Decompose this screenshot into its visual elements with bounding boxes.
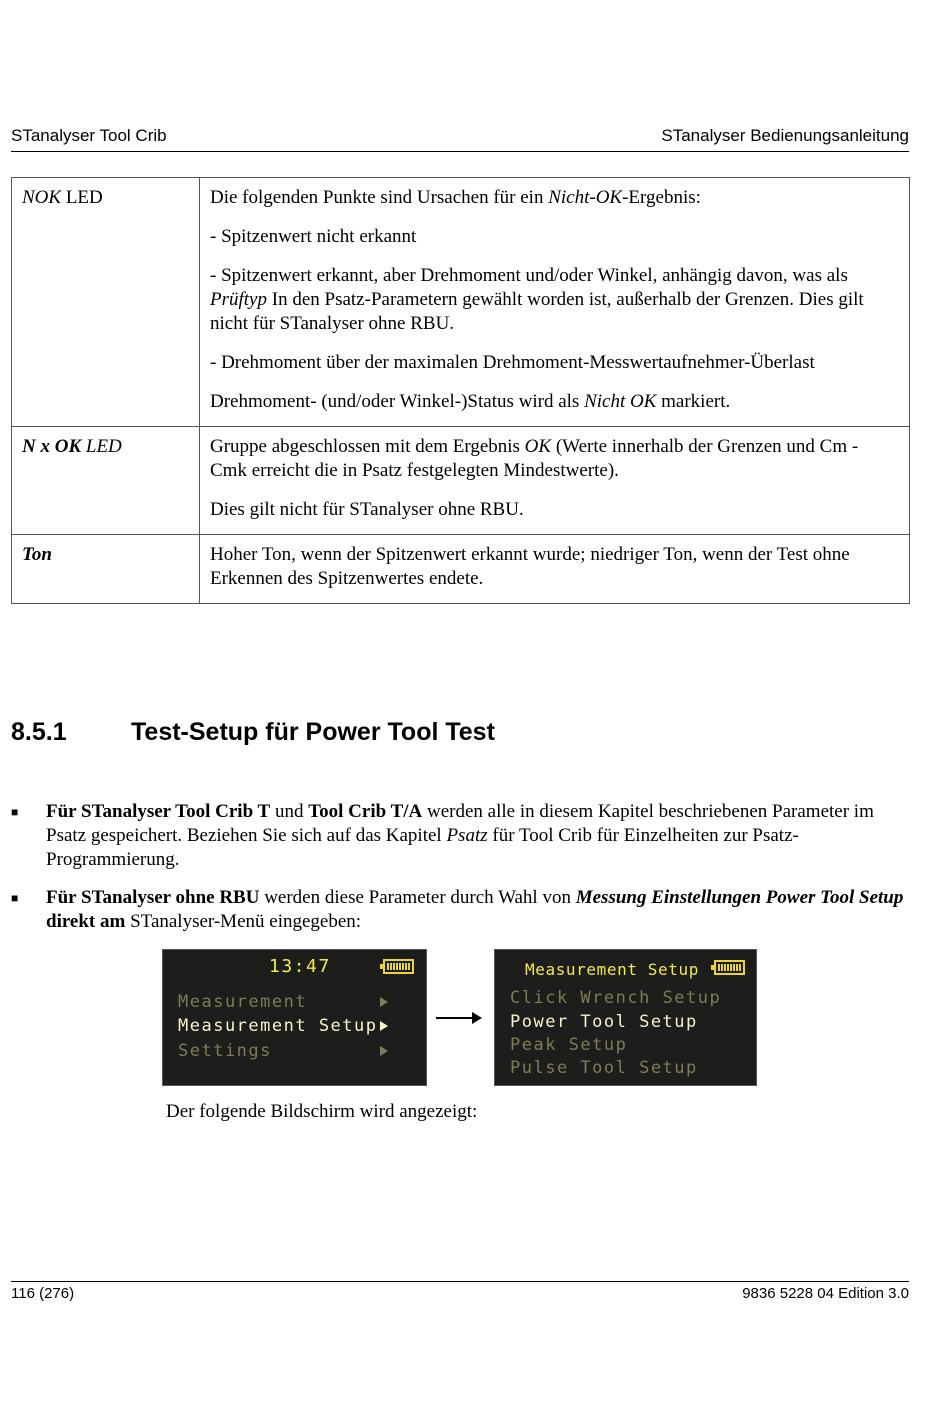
device-screen-measurement-setup bbox=[494, 949, 757, 1086]
description-paragraph: Drehmoment- (und/oder Winkel-)Status wird als Nicht OK markiert. bbox=[210, 391, 731, 412]
description-cell bbox=[200, 178, 910, 427]
header-right-title: STanalyser Bedienungsanleitung bbox=[661, 126, 909, 145]
description-cell bbox=[200, 427, 910, 535]
bullet-text: Für STanalyser ohne RBU werden diese Parameter durch Wahl von Messung Einstellungen Power Tool Setup direkt am STanalyser-Menü eingegeben: bbox=[46, 887, 904, 932]
page-number: 116 (276) bbox=[11, 1285, 75, 1302]
menu-item-click-wrench-setup[interactable]: Click Wrench Setup bbox=[510, 988, 722, 1008]
chevron-right-icon bbox=[380, 1021, 388, 1031]
description-paragraph: Gruppe abgeschlossen mit dem Ergebnis OK (Werte innerhalb der Grenzen und Cm - Cmk erreicht die in Psatz festgelegten Mindestwerte). bbox=[210, 436, 859, 481]
description-paragraph: Die folgenden Punkte sind Ursachen für ein Nicht-OK-Ergebnis: bbox=[210, 187, 701, 208]
term-emphasis: N x OK bbox=[22, 436, 82, 457]
bullet-text: Für STanalyser Tool Crib T und Tool Crib T/A werden alle in diesem Kapitel beschriebenen Parameter im Psatz gespeichert. Beziehen Sie sich auf das Kapitel Psatz für Tool Crib für Einzelheiten zur Psatz-Programmierung. bbox=[46, 801, 874, 870]
document-edition: 9836 5228 04 Edition 3.0 bbox=[742, 1285, 909, 1302]
page-footer bbox=[11, 1281, 909, 1302]
chevron-right-icon bbox=[380, 1046, 388, 1056]
menu-item-power-tool-setup[interactable]: Power Tool Setup bbox=[510, 1012, 698, 1032]
battery-icon bbox=[714, 960, 745, 975]
bullet-item bbox=[11, 800, 909, 872]
screen-title: Measurement Setup bbox=[525, 960, 699, 979]
device-screen-main-menu bbox=[162, 949, 427, 1086]
term-suffix: LED bbox=[61, 187, 103, 208]
description-paragraph: - Spitzenwert erkannt, aber Drehmoment und/oder Winkel, anhängig davon, was als Prüftyp In den Psatz-Parametern gewählt worden ist, außerhalb der Grenzen. Dies gilt nicht für STanalyser ohne RBU. bbox=[210, 265, 864, 334]
term-suffix: LED bbox=[81, 436, 122, 457]
info-table bbox=[11, 177, 910, 604]
description-paragraph: - Drehmoment über der maximalen Drehmoment-Messwertaufnehmer-Überlast bbox=[210, 352, 815, 373]
term-cell bbox=[12, 178, 200, 427]
description-cell bbox=[200, 535, 910, 604]
bullet-square-icon: ■ bbox=[11, 891, 19, 905]
section-number: 8.5.1 bbox=[11, 718, 67, 746]
description-paragraph: Dies gilt nicht für STanalyser ohne RBU. bbox=[210, 499, 524, 520]
menu-item-measurement[interactable]: Measurement bbox=[178, 992, 308, 1012]
caption: Der folgende Bildschirm wird angezeigt: bbox=[166, 1101, 478, 1122]
arrow-right-icon bbox=[436, 1017, 474, 1019]
page-header bbox=[11, 126, 909, 152]
table-row-nok-led bbox=[12, 178, 910, 427]
section-title: Test-Setup für Power Tool Test bbox=[131, 718, 495, 746]
table-row-nxok-led bbox=[12, 427, 910, 535]
chevron-right-icon bbox=[380, 997, 388, 1007]
bullet-square-icon: ■ bbox=[11, 805, 19, 819]
description-paragraph: Hoher Ton, wenn der Spitzenwert erkannt wurde; niedriger Ton, wenn der Test ohne Erkennen des Spitzenwertes endete. bbox=[210, 544, 850, 589]
table-row-ton bbox=[12, 535, 910, 604]
term-emphasis: NOK bbox=[22, 187, 62, 208]
battery-icon bbox=[383, 959, 414, 974]
term-cell bbox=[12, 427, 200, 535]
menu-item-peak-setup[interactable]: Peak Setup bbox=[510, 1035, 628, 1055]
clock-time: 13:47 bbox=[269, 956, 331, 977]
bullet-item bbox=[11, 886, 909, 934]
section-heading bbox=[11, 718, 495, 747]
menu-item-settings[interactable]: Settings bbox=[178, 1041, 272, 1061]
term-emphasis: Ton bbox=[22, 544, 52, 565]
description-paragraph: - Spitzenwert nicht erkannt bbox=[210, 226, 417, 247]
menu-item-measurement-setup[interactable]: Measurement Setup bbox=[178, 1016, 378, 1036]
menu-item-pulse-tool-setup[interactable]: Pulse Tool Setup bbox=[510, 1058, 698, 1078]
header-left-title: STanalyser Tool Crib bbox=[11, 126, 167, 145]
term-cell bbox=[12, 535, 200, 604]
